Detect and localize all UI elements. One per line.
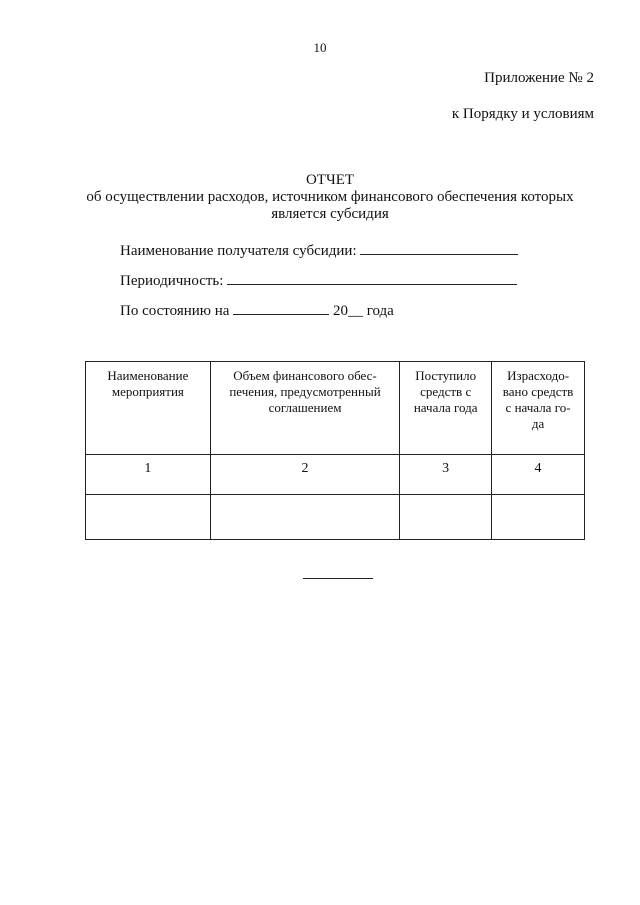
recipient-field xyxy=(120,240,518,260)
header-spent-funds: Израсходо- вано средств с начала го- да xyxy=(492,362,585,455)
empty-cell[interactable] xyxy=(86,495,211,540)
column-number: 2 xyxy=(210,455,399,495)
report-subtitle-line1: об осуществлении расходов, источником финансового обеспечения которых xyxy=(86,189,574,205)
as-of-date-input-line[interactable] xyxy=(233,300,329,315)
column-number-row xyxy=(86,455,585,495)
report-title-block xyxy=(60,172,600,223)
empty-cell[interactable] xyxy=(492,495,585,540)
periodicity-input-line[interactable] xyxy=(227,270,517,285)
column-number: 4 xyxy=(492,455,585,495)
empty-cell[interactable] xyxy=(400,495,492,540)
appendix-reference: к Порядку и условиям xyxy=(451,106,594,122)
year-suffix: года xyxy=(366,303,394,319)
periodicity-field xyxy=(120,270,517,290)
header-received-funds: Поступило средств с начала года xyxy=(400,362,492,455)
column-number: 3 xyxy=(400,455,492,495)
as-of-label: По состоянию на xyxy=(120,303,230,319)
page-number: 10 xyxy=(313,40,327,55)
table-row xyxy=(86,495,585,540)
header-funding-volume: Объем финансового обес- печения, предусмотренный соглашением xyxy=(210,362,399,455)
recipient-input-line[interactable] xyxy=(360,240,518,255)
header-event-name: Наименование мероприятия xyxy=(86,362,211,455)
table-header-row xyxy=(86,362,585,455)
empty-cell[interactable] xyxy=(210,495,399,540)
recipient-label: Наименование получателя субсидии: xyxy=(120,243,357,259)
end-of-document-line xyxy=(303,578,373,579)
report-title: ОТЧЕТ xyxy=(305,172,355,188)
as-of-date-field xyxy=(120,300,394,320)
periodicity-label: Периодичность: xyxy=(120,273,224,289)
appendix-label: Приложение № 2 xyxy=(484,70,594,86)
report-table xyxy=(85,361,585,540)
report-subtitle-line2: является субсидия xyxy=(271,206,389,222)
year-prefix: 20__ xyxy=(332,303,363,319)
column-number: 1 xyxy=(86,455,211,495)
